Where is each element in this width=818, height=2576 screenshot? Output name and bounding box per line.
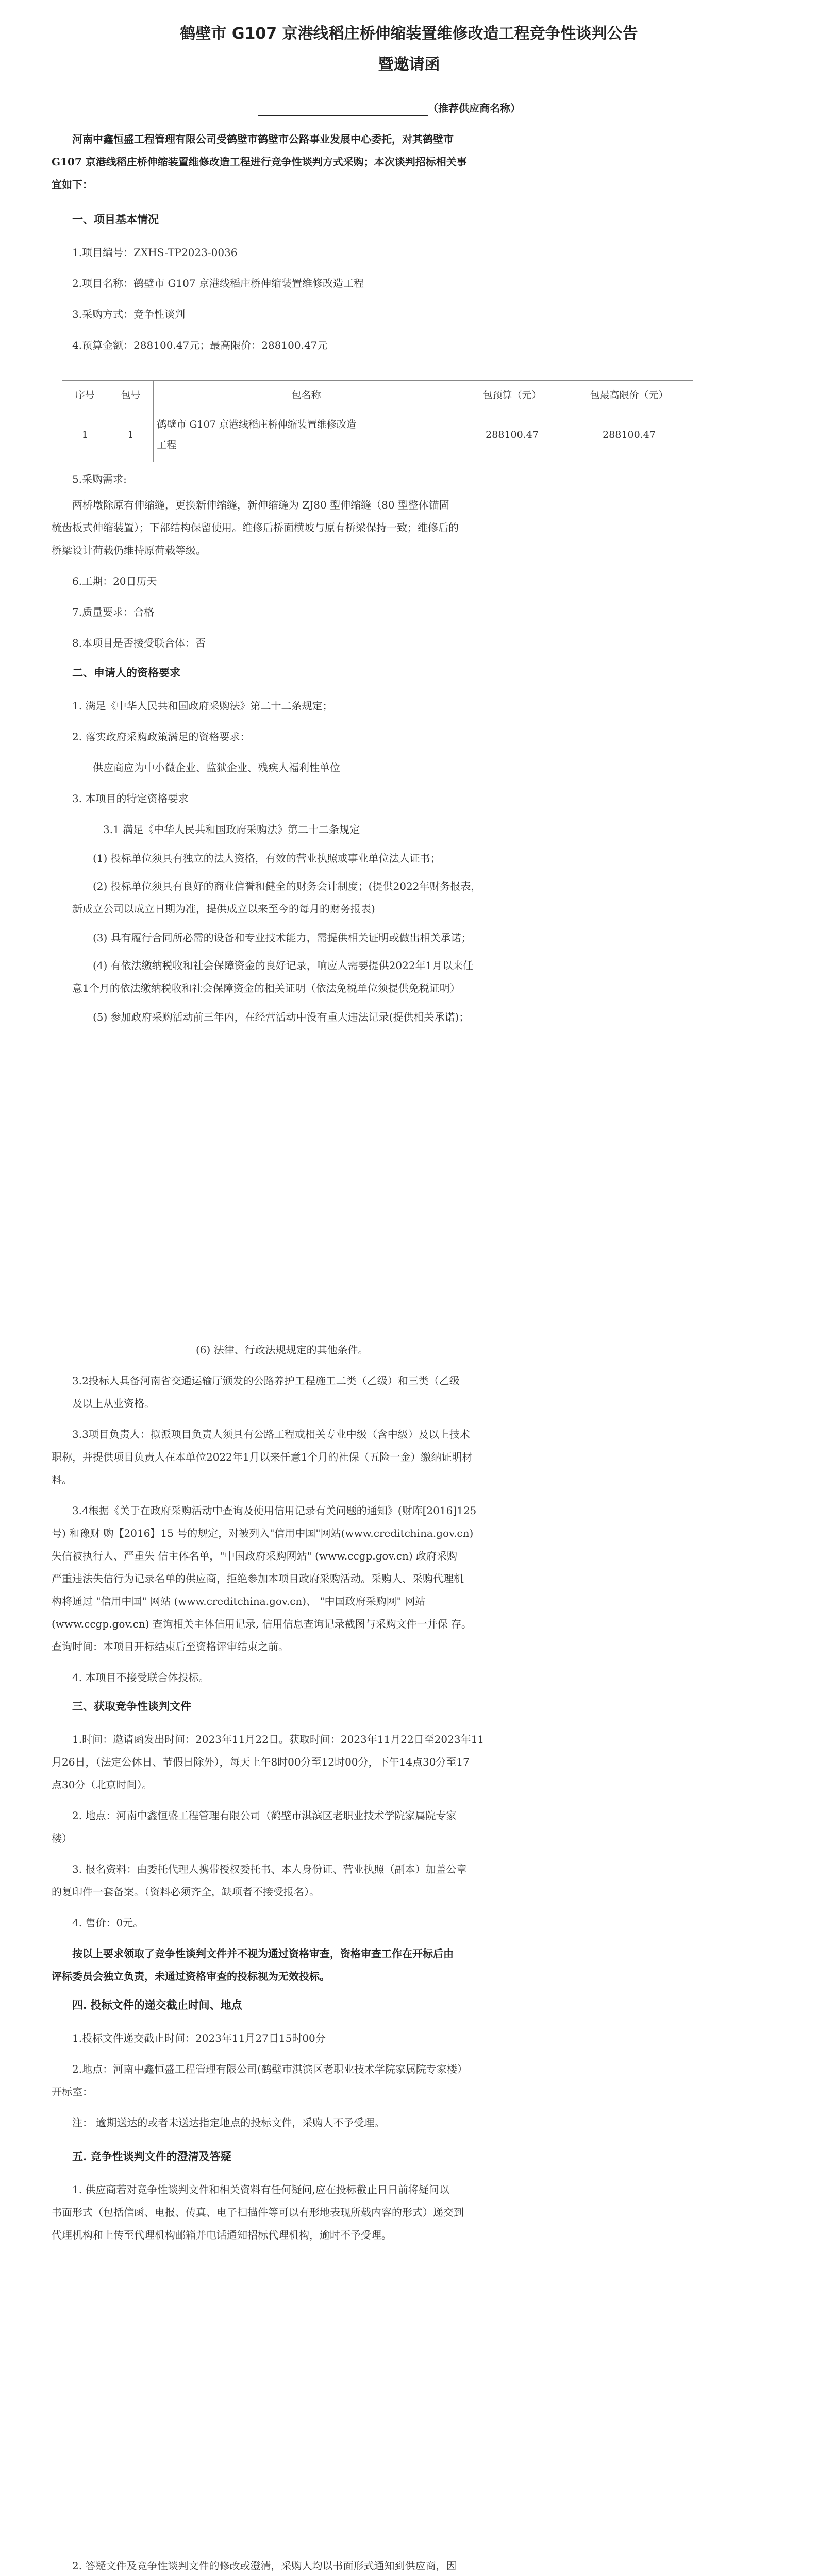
- page-title-line2: 暨邀请函: [378, 56, 440, 74]
- qualification-1: 1. 满足《中华人民共和国政府采购法》第二十二条规定；: [72, 700, 333, 712]
- deadline-note: 注： 逾期送达的或者未送达指定地点的投标文件，采购人不予受理。: [72, 2116, 385, 2129]
- table-cell-max: 288100.47: [565, 408, 693, 462]
- table-row: [62, 408, 693, 462]
- qualification-3-4g: 查询时间：本项目开标结束后至资格评审结束之前。: [52, 1640, 289, 1653]
- qualification-3-1: 3.1 满足《中华人民共和国政府采购法》第二十二条规定: [103, 823, 360, 836]
- obtain-place-a: 2. 地点：河南中鑫恒盛工程管理有限公司（鹤壁市淇滨区老职业技术学院家属院专家: [72, 1809, 457, 1822]
- package-name-line2: 工程: [157, 439, 177, 451]
- table-header-row: [62, 381, 693, 408]
- qualification-note-b: 评标委员会独立负责，未通过资格审查的投标视为无效投标。: [52, 1970, 330, 1982]
- section-heading-4: 四. 投标文件的递交截止时间、地点: [72, 1998, 242, 2011]
- qualification-3-2b: 及以上从业资格。: [72, 1397, 155, 1410]
- qualification-3: 3. 本项目的特定资格要求: [72, 792, 189, 805]
- announcement-page: [52, 0, 766, 2576]
- qualification-3-1-1: (1) 投标单位须具有独立的法人资格，有效的营业执照或事业单位法人证书；: [93, 852, 441, 865]
- table-header-cell: 包最高限价（元）: [565, 381, 693, 408]
- project-name: 2.项目名称：鹤壁市 G107 京港线稻庄桥伸缩装置维修改造工程: [72, 277, 364, 290]
- obtain-time-a: 1.时间：邀请函发出时间：2023年11月22日。获取时间：2023年11月22日至2023年11: [72, 1733, 485, 1745]
- document-price: 4. 售价：0元。: [72, 1917, 144, 1929]
- qualification-3-3c: 料。: [52, 1473, 72, 1486]
- recipient-line: [258, 98, 521, 118]
- obtain-time-c: 点30分（北京时间）。: [52, 1778, 153, 1791]
- clarification-1c: 代理机构和上传至代理机构邮箱并电话通知招标代理机构，逾时不予受理。: [52, 2229, 392, 2241]
- qualification-3-4c: 失信被执行人、严重失 信主体名单，"中国政府采购网站" (www.ccgp.gov.cn) 政府采购: [52, 1550, 457, 1562]
- work-period: 6.工期：20日历天: [72, 575, 157, 587]
- recipient-placeholder: （推荐供应商名称）: [428, 102, 521, 114]
- recipient-underline: [258, 102, 428, 116]
- quality-requirement: 7.质量要求：合格: [72, 606, 155, 618]
- consortium-allowed: 8.本项目是否接受联合体：否: [72, 637, 206, 649]
- procurement-method: 3.采购方式：竞争性谈判: [72, 308, 186, 320]
- clarification-2a: 2. 答疑文件及竞争性谈判文件的修改或澄清，采购人均以书面形式通知到供应商，因: [72, 2560, 457, 2572]
- qualification-3-1-3: (3) 具有履行合同所必需的设备和专业技术能力，需提供相关证明或做出相关承诺；: [93, 931, 472, 944]
- qualification-3-1-2b: 新成立公司以成立日期为准，提供成立以来至今的每月的财务报表): [72, 903, 375, 915]
- qualification-note-a: 按以上要求领取了竞争性谈判文件并不视为通过资格审查，资格审查工作在开标后由: [72, 1947, 454, 1960]
- qualification-3-4b: 号) 和豫财 购【2016】15 号的规定，对被列入"信用中国"网站(www.creditchina.gov.cn): [52, 1527, 474, 1539]
- procurement-needs-line1: 两桥墩除原有伸缩缝，更换新伸缩缝，新伸缩缝为 ZJ80 型伸缩缝（80 型整体锚固: [72, 499, 449, 511]
- qualification-3-3a: 3.3项目负责人：拟派项目负责人须具有公路工程或相关专业中级（含中级）及以上技术: [72, 1428, 470, 1440]
- qualification-2: 2. 落实政府采购政策满足的资格要求：: [72, 731, 251, 743]
- qualification-3-1-5: (5) 参加政府采购活动前三年内，在经营活动中没有重大违法记录(提供相关承诺)；: [93, 1011, 470, 1023]
- qualification-4: 4. 本项目不接受联合体投标。: [72, 1671, 209, 1684]
- table-header-cell: 包号: [108, 381, 154, 408]
- procurement-needs-label: 5.采购需求:: [72, 473, 127, 485]
- qualification-3-1-4b: 意1个月的依法缴纳税收和社会保障资金的相关证明（依法免税单位须提供免税证明）: [72, 982, 460, 994]
- package-name-line1: 鹤壁市 G107 京港线稻庄桥伸缩装置维修改造: [157, 419, 356, 430]
- clarification-1a: 1. 供应商若对竞争性谈判文件和相关资料有任何疑问,应在投标截止日日前将疑问以: [72, 2183, 449, 2196]
- qualification-3-1-2a: (2) 投标单位须具有良好的商业信誉和健全的财务会计制度；(提供2022年财务报表，: [93, 880, 481, 892]
- table-cell-budget: 288100.47: [459, 408, 565, 462]
- qualification-3-1-4a: (4) 有依法缴纳税收和社会保障资金的良好记录，响应人需要提供2022年1月以来任: [93, 959, 474, 972]
- page-title: 鹤壁市 G107 京港线稻庄桥伸缩装置维修改造工程竞争性谈判公告: [180, 25, 638, 43]
- table-cell-no: 1: [62, 408, 108, 462]
- table-cell-name: [154, 408, 459, 462]
- intro-line-2: G107 京港线稻庄桥伸缩装置维修改造工程进行竞争性谈判方式采购；本次谈判招标相关事: [52, 156, 467, 168]
- section-heading-2: 二、申请人的资格要求: [72, 666, 180, 679]
- section-heading-3: 三、获取竞争性谈判文件: [72, 1700, 191, 1713]
- table-cell-pkg: 1: [108, 408, 154, 462]
- qualification-3-4d: 严重违法失信行为记录名单的供应商，拒绝参加本项目政府采购活动。采购人、采购代理机: [52, 1572, 464, 1585]
- qualification-3-4e: 构将通过 "信用中国" 网站 (www.creditchina.gov.cn)、 "中国政府采购网" 网站: [52, 1595, 426, 1607]
- qualification-3-2a: 3.2投标人具备河南省交通运输厅颁发的公路养护工程施工二类（乙级）和三类（乙级: [72, 1375, 460, 1387]
- registration-docs-b: 的复印件一套备案。（资料必须齐全，缺项者不接受报名）。: [52, 1886, 320, 1898]
- project-number: 1.项目编号：ZXHS-TP2023-0036: [72, 246, 238, 259]
- registration-docs-a: 3. 报名资料：由委托代理人携带授权委托书、本人身份证、营业执照（副本）加盖公章: [72, 1863, 467, 1875]
- intro-line-1: 河南中鑫恒盛工程管理有限公司受鹤壁市鹤壁市公路事业发展中心委托，对其鹤壁市: [72, 133, 454, 145]
- table-header-cell: 包预算（元）: [459, 381, 565, 408]
- deadline-place-a: 2.地点：河南中鑫恒盛工程管理有限公司(鹤壁市淇滨区老职业技术学院家属院专家楼）: [72, 2063, 468, 2075]
- deadline-time: 1.投标文件递交截止时间：2023年11月27日15时00分: [72, 2032, 326, 2044]
- obtain-time-b: 月26日，（法定公休日、节假日除外），每天上午8时00分至12时00分，下午14点30分至17: [52, 1756, 470, 1768]
- obtain-place-b: 楼）: [52, 1832, 72, 1844]
- budget-amount: 4.预算金额：288100.47元；最高限价：288100.47元: [72, 339, 328, 351]
- table-header-cell: 包名称: [154, 381, 459, 408]
- section-heading-1: 一、项目基本情况: [72, 213, 159, 226]
- package-table: [62, 380, 693, 462]
- intro-line-3: 宜如下：: [52, 178, 93, 191]
- deadline-place-b: 开标室：: [52, 2086, 93, 2098]
- table-header-cell: 序号: [62, 381, 108, 408]
- qualification-3-3b: 职称，并提供项目负责人在本单位2022年1月以来任意1个月的社保（五险一金）缴纳证明材: [52, 1451, 473, 1463]
- section-heading-5: 五. 竞争性谈判文件的澄清及答疑: [72, 2150, 231, 2163]
- clarification-1b: 书面形式（包括信函、电报、传真、电子扫描件等可以有形地表现所载内容的形式）递交到: [52, 2206, 464, 2218]
- qualification-3-4a: 3.4根据《关于在政府采购活动中查询及使用信用记录有关问题的通知》(财库[2016]125: [72, 1504, 477, 1517]
- qualification-3-4f: (www.ccgp.gov.cn) 查询相关主体信用记录, 信用信息查询记录截图与采购文件一并保 存。: [52, 1618, 472, 1630]
- qualification-2a: 供应商应为中小微企业、监狱企业、残疾人福利性单位: [93, 761, 340, 774]
- procurement-needs-line3: 桥梁设计荷载仍维持原荷载等级。: [52, 544, 206, 556]
- qualification-3-1-6: (6) 法律、行政法规规定的其他条件。: [196, 1344, 369, 1356]
- procurement-needs-line2: 梳齿板式伸缩装置）；下部结构保留使用。维修后桥面横坡与原有桥梁保持一致；维修后的: [52, 521, 459, 534]
